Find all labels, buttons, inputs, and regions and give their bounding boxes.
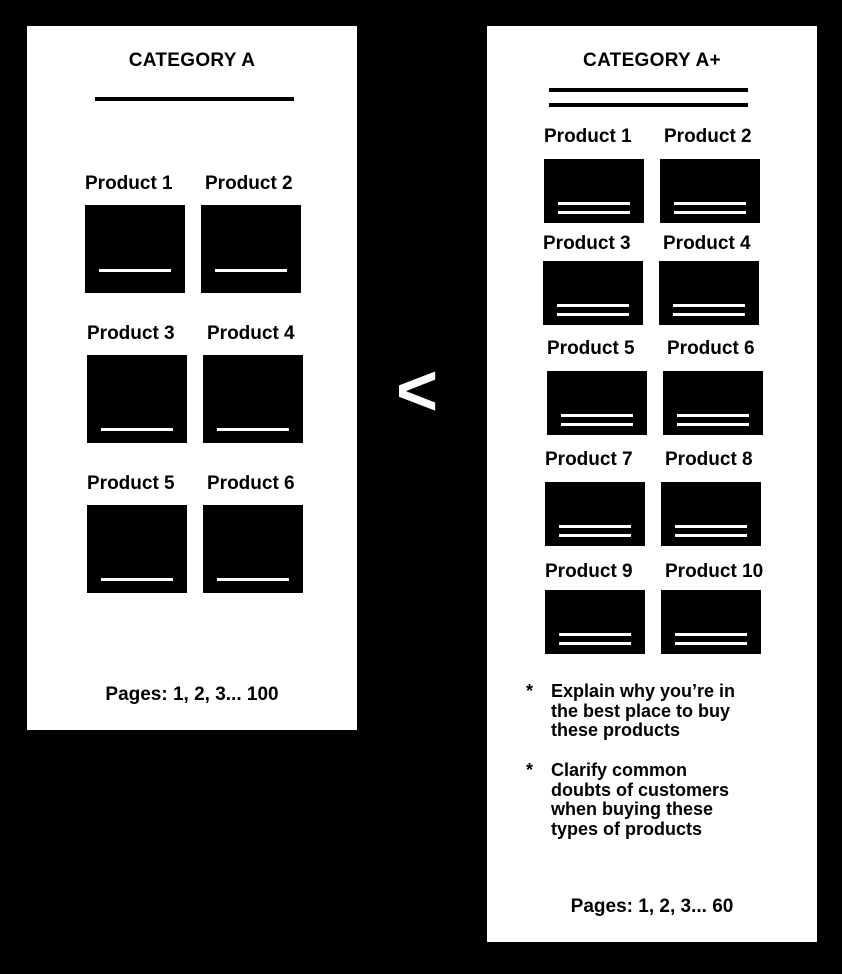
thumbnail-text-line [673,313,745,316]
category-a-product-4-label: Product 4 [207,323,295,344]
thumbnail-text-line [675,534,747,537]
bullet-asterisk: * [526,760,534,780]
category-a-plus-product-8-label: Product 8 [665,449,753,470]
category-a-plus-title-underline-top [549,88,748,92]
category-a-product-6-label: Product 6 [207,473,295,494]
category-a-plus-product-10-label: Product 10 [665,561,764,582]
category-a-plus-product-1-label: Product 1 [544,126,632,147]
category-a-plus-product-3-label: Product 3 [543,233,631,254]
thumbnail-text-line [675,642,747,645]
category-a-pagination[interactable]: Pages: 1, 2, 3... 100 [105,684,279,705]
category-a-plus-panel [487,26,817,942]
thumbnail-text-line [675,525,747,528]
thumbnail-text-line [217,578,289,581]
note-text: Clarify common doubts of customers when buying these types of products [551,760,730,839]
category-a-plus-pagination[interactable]: Pages: 1, 2, 3... 60 [570,896,734,917]
thumbnail-text-line [675,633,747,636]
bullet-asterisk: * [526,681,534,701]
category-a-product-5-label: Product 5 [87,473,175,494]
category-a-plus-product-5-thumbnail[interactable] [547,371,647,435]
category-a-product-5-thumbnail[interactable] [87,505,187,593]
category-a-plus-product-9-label: Product 9 [545,561,633,582]
category-a-plus-product-10-thumbnail[interactable] [661,590,761,654]
category-a-product-4-thumbnail[interactable] [203,355,303,443]
category-a-plus-product-7-thumbnail[interactable] [545,482,645,546]
category-a-product-3-label: Product 3 [87,323,175,344]
thumbnail-text-line [101,578,173,581]
thumbnail-text-line [677,414,749,417]
thumbnail-text-line [557,313,629,316]
category-a-plus-product-2-thumbnail[interactable] [660,159,760,223]
category-a-plus-product-3-thumbnail[interactable] [543,261,643,325]
thumbnail-text-line [561,414,633,417]
category-a-plus-product-4-label: Product 4 [663,233,751,254]
category-a-plus-product-2-label: Product 2 [664,126,752,147]
thumbnail-text-line [561,423,633,426]
category-a-product-1-label: Product 1 [85,173,173,194]
thumbnail-text-line [674,202,746,205]
category-a-plus-title-underline-bottom [549,103,748,107]
category-a-title: CATEGORY A [128,50,256,71]
thumbnail-text-line [674,211,746,214]
category-a-product-2-thumbnail[interactable] [201,205,301,293]
thumbnail-text-line [101,428,173,431]
category-a-product-3-thumbnail[interactable] [87,355,187,443]
less-than-comparison-symbol: < [396,351,439,431]
thumbnail-text-line [559,642,631,645]
category-a-plus-title: CATEGORY A+ [583,50,721,71]
category-a-product-2-label: Product 2 [205,173,293,194]
thumbnail-text-line [215,269,287,272]
category-a-product-1-thumbnail[interactable] [85,205,185,293]
thumbnail-text-line [558,202,630,205]
thumbnail-text-line [559,534,631,537]
thumbnail-text-line [558,211,630,214]
thumbnail-text-line [677,423,749,426]
category-a-panel [27,26,357,730]
category-a-product-6-thumbnail[interactable] [203,505,303,593]
category-a-plus-product-1-thumbnail[interactable] [544,159,644,223]
thumbnail-text-line [559,633,631,636]
category-a-plus-product-6-label: Product 6 [667,338,755,359]
category-a-plus-note-best-place [526,681,761,741]
category-a-plus-product-4-thumbnail[interactable] [659,261,759,325]
category-a-plus-product-9-thumbnail[interactable] [545,590,645,654]
thumbnail-text-line [99,269,171,272]
thumbnail-text-line [217,428,289,431]
thumbnail-text-line [557,304,629,307]
category-a-plus-product-8-thumbnail[interactable] [661,482,761,546]
category-a-plus-product-6-thumbnail[interactable] [663,371,763,435]
category-a-plus-product-7-label: Product 7 [545,449,633,470]
category-a-plus-note-common-doubts [526,760,751,839]
thumbnail-text-line [559,525,631,528]
thumbnail-text-line [673,304,745,307]
category-a-plus-product-5-label: Product 5 [547,338,635,359]
category-a-title-underline [95,97,294,101]
note-text: Explain why you’re in the best place to buy these products [551,681,736,740]
